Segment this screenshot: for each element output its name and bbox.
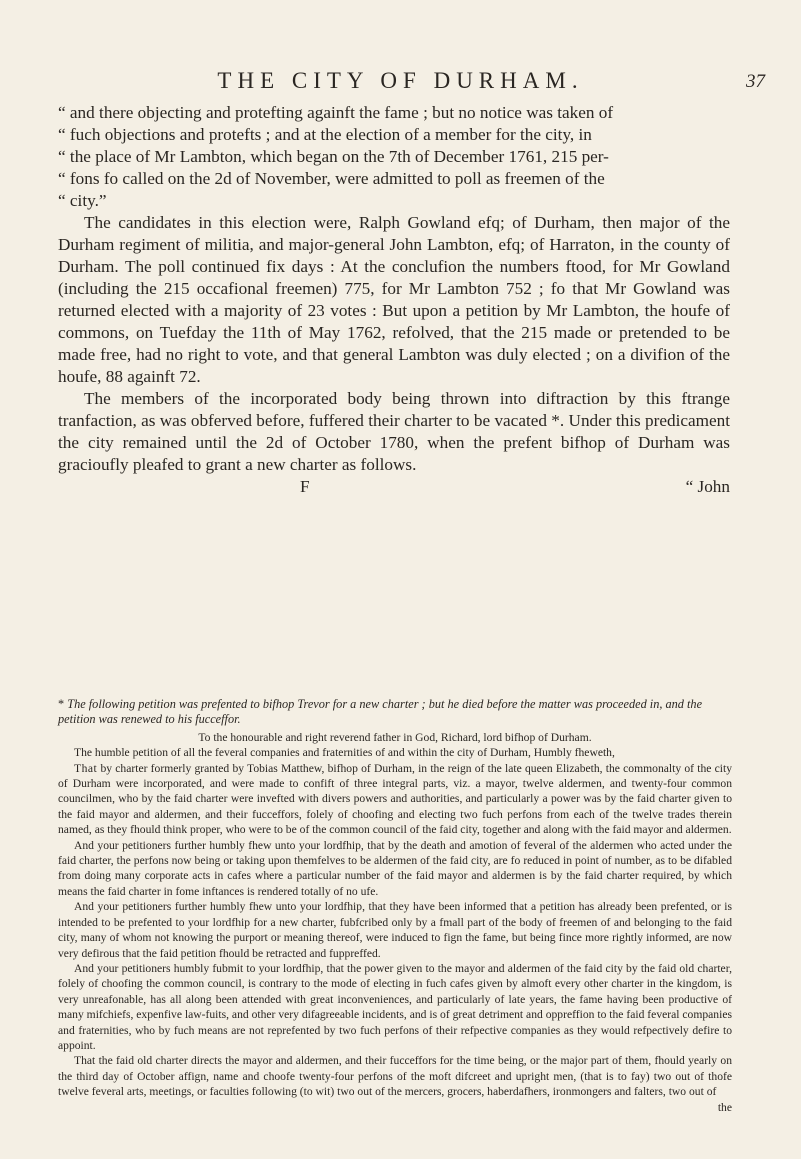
quoted-passage [58,102,730,212]
petition-paragraph: The humble petition of all the feveral companies and fraternities of and within the city of Durham, Humbly fheweth, [74,746,615,760]
quote-line: “ and there objecting and protefting againft the fame ; but no notice was taken of [58,103,614,122]
quote-line: “ the place of Mr Lambton, which began on the 7th of December 1761, 215 per- [58,147,609,166]
petition-paragraph [58,761,732,838]
footnote-catchword: the [717,1100,732,1114]
footnote-text: The following petition was prefented to bifhop Trevor for a new charter ; but he died before the matter was proceeded in, and the petition was renewed to his fucceffor. [58,697,703,727]
signature-line [58,476,730,498]
petition-paragraph: That the faid old charter directs the mayor and aldermen, and their fucceffors for the time being, or the major part of them, fhould yearly on the third day of October affign, name and choofe twenty-four perfons of the moft difcreet and upright men, (that is to fay) two out of thofe twelve feveral arts, meetings, or faculties following (to wit) two out of the mercers, grocers, haberdafhers, ironmongers and falters, two out of [58,1054,732,1099]
petition-address: To the honourable and right reverend father in God, Richard, lord bifhop of Durham. [198,730,592,744]
page-number: 37 [746,71,765,92]
quote-line: “ fons fo called on the 2d of November, were admitted to poll as freemen of the [58,169,605,188]
petition-paragraph: And your petitioners further humbly fhew unto your lordfhip, that they have been informed that a petition has already been prefented, or is intended to be prefented to your lordfhip for a new charter, fubfcribed only by a fmall part of the body of freemen of and belonging to the faid city, many of whom not knowing the purport or meaning thereof, were induced to fign the fame, but being fince more rightly informed, are now very defirous that the faid petition fhould be retracted and fuppreffed. [58,900,732,960]
petition-lead-word: That [74,761,98,775]
paragraph: The members of the incorporated body being thrown into diftraction by this ftrange tranfaction, as was obferved before, fuffered their charter to be vacated *. Under this predicament the city remained until the 2d of October 1780, when the prefent bifhop of Durham was gracioufly pleafed to grant a new charter as follows. [58,389,730,474]
running-title: THE CITY OF DURHAM. [217,68,584,93]
main-text [58,102,730,498]
quote-line: “ fuch objections and protefts ; and at the election of a member for the city, in [58,125,592,144]
signature-mark: F [300,477,310,496]
quote-line: “ city.” [58,191,107,210]
catchword: “ John [685,477,730,496]
paragraph: The candidates in this election were, Ralph Gowland efq; of Durham, then major of the Durham regiment of militia, and major-general John Lambton, efq; of Harraton, in the county of Durham. The poll continued fix days : At the conclufion the numbers ftood, for Mr Gowland (including the 215 occafional freemen) 775, for Mr Lambton 752 ; fo that Mr Gowland was returned elected with a majority of 23 votes : But upon a petition by Mr Lambton, the houfe of commons, on Tuefday the 11th of May 1762, refolved, that the 215 made or pretended to be made free, had no right to vote, and that general Lambton was duly elected ; on a divifion of the houfe, 88 againft 72. [58,213,730,386]
footnote-area [58,697,732,1115]
footnote-mark: * [58,697,65,711]
page-header [0,68,801,96]
petition-paragraph: And your petitioners further humbly fhew unto your lordfhip, that by the death and amotion of feveral of the aldermen who acted under the faid charter, the perfons now being or taking upon themfelves to be aldermen of the faid city, are fo reduced in point of number, as to be difabled from doing many corporate acts in cafes where a particular number of the faid mayor and aldermen is by the faid charter required, by which means the faid charter in fome inftances is rendered totally of no ufe. [58,838,732,898]
petition-paragraph: And your petitioners humbly fubmit to your lordfhip, that the power given to the mayor and aldermen of the faid city by the faid old charter, folely of choofing the common council, is contrary to the mode of electing in fuch cafes given by almoft every other charter in the kingdom, is very unreafonable, has all along been attended with great inconveniences, and particularly of late years, the fame having been productive of many mifchiefs, expenfive law-fuits, and other very difagreeable incidents, and is of great detriment and oppreffion to the faid feveral companies and fraternities, who by fuch means are not reprefented by two fuch perfons of their refpective companies as they would refpectively defire to appoint. [58,961,732,1052]
footnote [58,697,732,728]
petition-text: by charter formerly granted by Tobias Matthew, bifhop of Durham, in the reign of the late queen Elizabeth, the commonalty of the city of Durham were incorporated, and were made to confift of three integral parts, viz. a mayor, twelve aldermen, and twenty-four common councilmen, who by the faid charter were invefted with divers powers and authorities, and particularly a power was by the faid charter given to the faid mayor and aldermen, and their fucceffors, folely of choofing and electing two fuch perfons from each of the twelve trades therein named, as they fhould think proper, who were to be of the common council of the faid city, together and along with the faid mayor and aldermen. [58,761,732,837]
